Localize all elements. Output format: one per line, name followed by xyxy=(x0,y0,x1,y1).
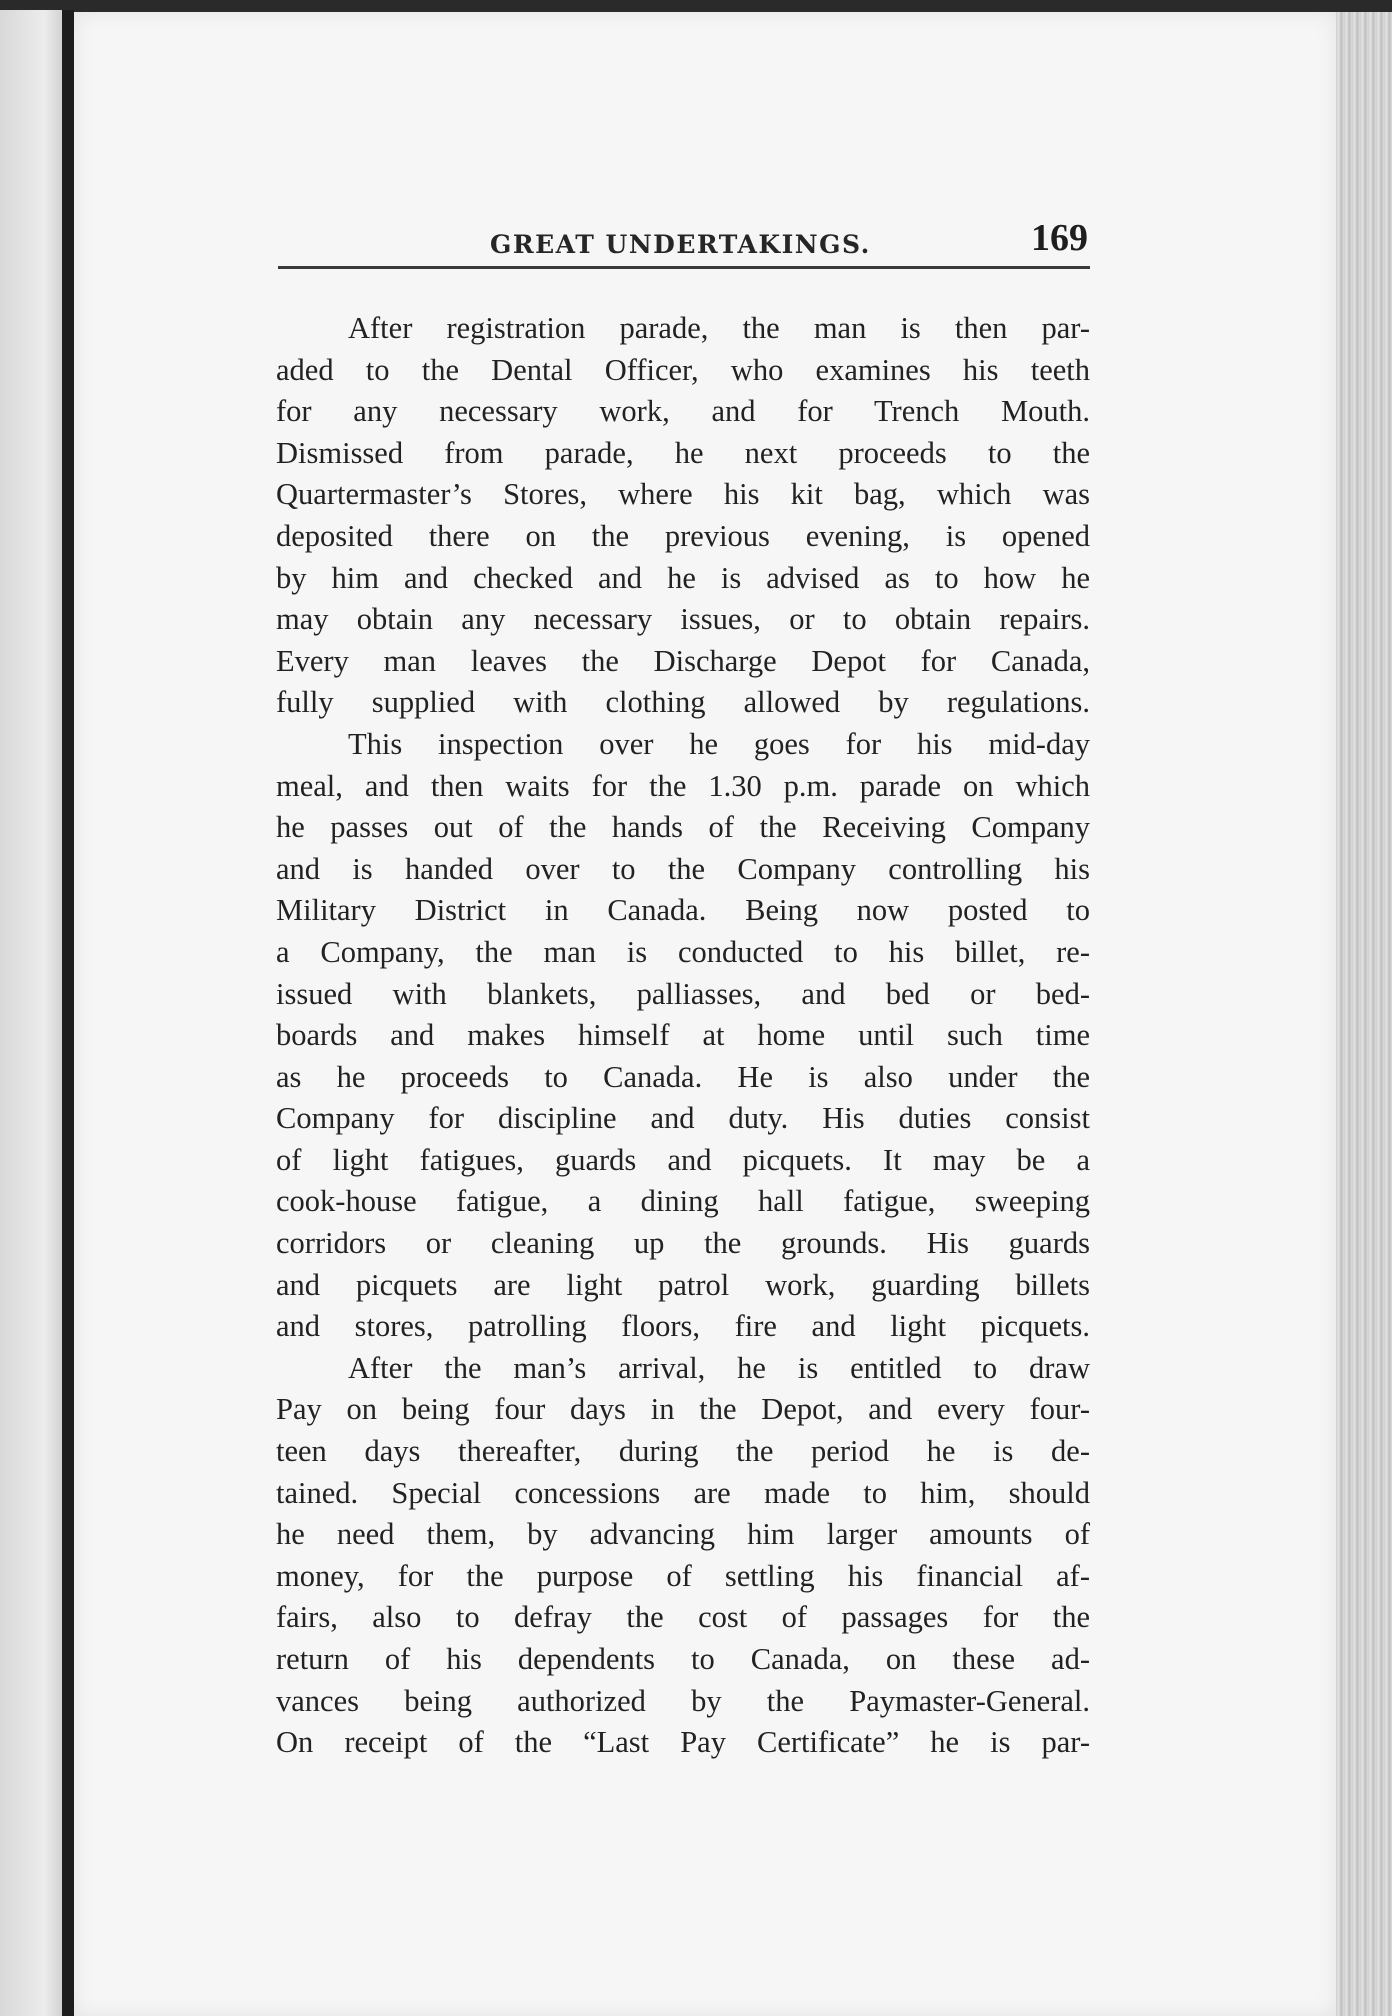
text-line: by him and checked and he is advised as to how he xyxy=(276,560,1090,595)
body-text xyxy=(276,308,1090,1764)
text-line: teen days thereafter, during the period he is de- xyxy=(276,1434,1090,1469)
text-line: and stores, patrolling floors, fire and light picquets. xyxy=(276,1309,1090,1344)
text-line: After registration parade, the man is then par- xyxy=(348,311,1090,345)
text-line: Company for discipline and duty. His duties consist xyxy=(276,1101,1090,1136)
header-rule xyxy=(278,266,1090,269)
text-line: tained. Special concessions are made to him, should xyxy=(276,1475,1090,1510)
text-line: issued with blankets, palliasses, and bed or bed- xyxy=(276,976,1090,1011)
text-line: After the man’s arrival, he is entitled to draw xyxy=(348,1350,1090,1385)
text-line: return of his dependents to Canada, on these ad- xyxy=(276,1642,1090,1676)
text-line: Pay on being four days in the Depot, and every four- xyxy=(276,1392,1090,1427)
text-line: Every man leaves the Discharge Depot for Canada, xyxy=(276,643,1090,678)
paragraph xyxy=(276,308,1090,724)
text-line: Dismissed from parade, he next proceeds to the xyxy=(276,435,1090,470)
text-line: This inspection over he goes for his mid-day xyxy=(348,726,1090,761)
text-line: deposited there on the previous evening, is opened xyxy=(276,518,1090,553)
text-line: may obtain any necessary issues, or to obtain repairs. xyxy=(276,602,1090,637)
text-line: he need them, by advancing him larger amounts of xyxy=(276,1517,1090,1552)
text-line: On receipt of the “Last Pay Certificate” he is par- xyxy=(276,1725,1090,1760)
text-line: fully supplied with clothing allowed by regulations. xyxy=(276,685,1090,720)
text-line: and picquets are light patrol work, guarding billets xyxy=(276,1267,1090,1302)
scan-background xyxy=(0,0,1392,12)
text-line: of light fatigues, guards and picquets. It may be a xyxy=(276,1142,1090,1177)
running-head: GREAT UNDERTAKINGS. xyxy=(490,230,871,259)
text-line: he passes out of the hands of the Receiving Company xyxy=(276,810,1090,845)
page-block-edges xyxy=(1336,12,1392,2016)
text-line: aded to the Dental Officer, who examines his teeth xyxy=(276,352,1090,387)
text-line: vances being authorized by the Paymaster-General. xyxy=(276,1683,1090,1718)
page-header xyxy=(278,208,1090,268)
text-line: Military District in Canada. Being now posted to xyxy=(276,893,1090,928)
paragraph xyxy=(276,1348,1090,1764)
paragraph xyxy=(276,724,1090,1348)
text-line: Quartermaster’s Stores, where his kit bag, which was xyxy=(276,477,1090,512)
text-line: for any necessary work, and for Trench Mouth. xyxy=(276,394,1090,429)
text-line: money, for the purpose of settling his financial af- xyxy=(276,1558,1090,1593)
text-line: and is handed over to the Company controlling his xyxy=(276,851,1090,886)
text-line: a Company, the man is conducted to his billet, re- xyxy=(276,934,1090,969)
text-line: cook-house fatigue, a dining hall fatigue, sweeping xyxy=(276,1184,1090,1219)
binding-shadow xyxy=(62,10,74,2016)
text-line: boards and makes himself at home until such time xyxy=(276,1018,1090,1053)
text-line: corridors or cleaning up the grounds. His guards xyxy=(276,1226,1090,1261)
page-number: 169 xyxy=(1031,217,1088,259)
text-line: fairs, also to defray the cost of passages for the xyxy=(276,1600,1090,1635)
text-line: meal, and then waits for the 1.30 p.m. parade on which xyxy=(276,768,1090,803)
facing-page-edge xyxy=(0,10,64,2016)
text-line: as he proceeds to Canada. He is also under the xyxy=(276,1059,1090,1094)
